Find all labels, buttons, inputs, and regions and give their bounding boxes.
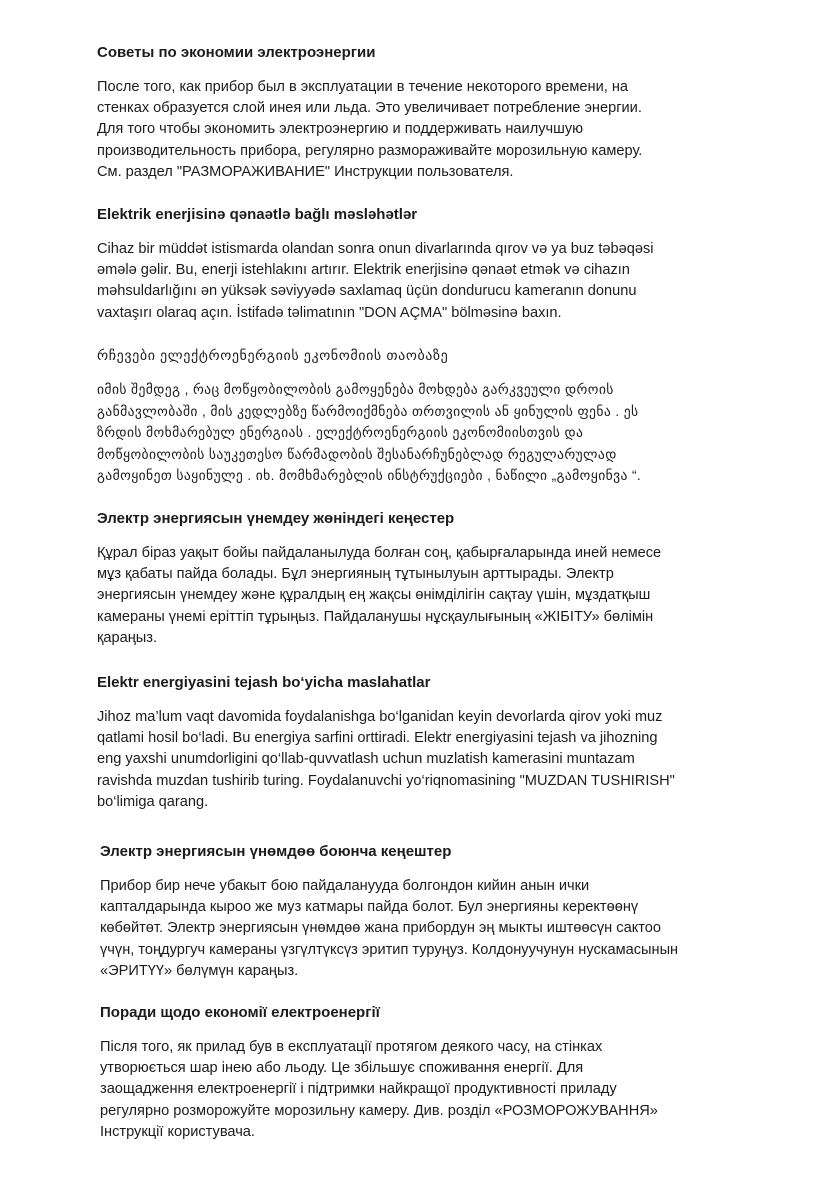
section-body [97, 543, 747, 649]
body-line: қараңыз. [97, 629, 158, 646]
body-line: Інструкції користувача. [100, 1123, 255, 1140]
body-line: утворюється шар інею або льоду. Це збільшує споживання енергії. Для [100, 1060, 584, 1077]
body-line: მოწყობილობის საუკეთესო წარმადობის შესანარჩუნებლად რეგულარულად [97, 446, 617, 462]
body-line: eng yaxshi unumdorligini qo‘llab-quvvatlash uchun muzlatish kamerasini muntazam [97, 751, 635, 768]
body-line: заощадження електроенергії і підтримки найкращої продуктивності приладу [100, 1081, 617, 1098]
section-body [100, 1037, 750, 1143]
body-line: განმავლობაში , მის კედლებზე წარმოიქმნება თრთვილის ან ყინულის ფენა . ეს [97, 403, 639, 419]
body-line: үчүн, тоңдургуч камераны үзгүлтүксүз эритип туруңуз. Колдонуучунун нускамасынын [100, 941, 679, 958]
body-line: мұз қабаты пайда болады. Бұл энергияның тұтынылуын арттырады. Электр [97, 566, 614, 583]
section-kazakh [97, 509, 747, 649]
body-line: məhsuldarlığını ən yüksək səviyyədə saxlamaq üçün dondurucu kameranın donunu [97, 283, 637, 300]
body-line: Прибор бир нече убакыт бою пайдаланууда болгондон кийин анын ички [100, 878, 590, 894]
body-line: əmələ gəlir. Bu, enerji istehlakını artırır. Elektrik enerjisinə qənaət etmək və cihazın [97, 262, 630, 279]
section-georgian [97, 345, 747, 487]
body-line: регулярно розморожуйте морозильну камеру. Див. розділ «РОЗМОРОЖУВАННЯ» [100, 1102, 658, 1119]
section-uzbek [97, 673, 747, 813]
section-kyrgyz [100, 842, 750, 982]
section-azerbaijani [97, 205, 747, 324]
body-line: камераны үнемі еріттіп тұрыңыз. Пайдаланушы нұсқаулығының «ЖІБІТУ» бөлімін [97, 608, 654, 625]
section-body [97, 707, 747, 813]
body-line: Құрал біраз уақыт бойы пайдаланылуда болған соң, қабырғаларында иней немесе [97, 545, 662, 561]
body-line: Після того, як прилад був в експлуатації протягом деякого часу, на стінках [100, 1039, 603, 1055]
body-line: После того, как прибор был в эксплуатации в течение некоторого времени, на [97, 79, 629, 95]
body-line: стенках образуется слой инея или льда. Это увеличивает потребление энергии. [97, 100, 642, 117]
section-heading: Elektrik enerjisinə qənaətlə bağlı məsləhətlər [97, 206, 418, 223]
body-line: производительность прибора, регулярно размораживайте морозильную камеру. [97, 142, 643, 159]
body-line: qatlami hosil bo‘ladi. Bu energiya sarfini orttiradi. Elektr energiyasini tejash va jihozning [97, 730, 658, 747]
body-line: Cihaz bir müddət istismarda olandan sonra onun divarlarında qırov və ya buz təbəqəsi [97, 241, 654, 257]
body-line: vaxtaşırı olaraq açın. İstifadə təlimatının "DON AÇMA" bölməsinə baxın. [97, 304, 562, 321]
section-russian [97, 43, 747, 183]
body-line: См. раздел "РАЗМОРАЖИВАНИЕ" Инструкции пользователя. [97, 163, 514, 180]
section-body [97, 379, 747, 487]
section-heading: Электр энергиясын үнемдеу жөніндегі кеңестер [97, 510, 455, 527]
body-line: Для того чтобы экономить электроэнергию и поддерживать наилучшую [97, 121, 584, 138]
section-heading: რჩევები ელექტროენერგიის ეკონომიის თაობაზე [97, 347, 449, 363]
body-line: ravishda muzdan tushirib turing. Foydalanuvchi yo‘riqnomasining "MUZDAN TUSHIRISH" [97, 772, 675, 789]
section-heading: Поради щодо економії електроенергії [100, 1004, 380, 1021]
section-ukrainian [100, 1003, 750, 1143]
section-body [97, 239, 747, 324]
body-line: «ЭРИТҮҮ» бөлүмүн караңыз. [100, 962, 299, 979]
body-line: энергиясын үнемдеу және құралдың ең жақсы өнімділігін сақтау үшін, мұздатқыш [97, 587, 651, 604]
section-heading: Электр энергиясын үнөмдөө боюнча кеңештер [100, 843, 452, 860]
body-line: bo‘limiga qarang. [97, 793, 209, 810]
body-line: көбөйтөт. Электр энергиясын үнөмдөө жана прибордун эң мыкты иштөөсүн сактоо [100, 920, 661, 937]
section-heading: Elektr energiyasini tejash bo‘yicha maslahatlar [97, 674, 431, 691]
body-line: Jihoz ma’lum vaqt davomida foydalanishga bo‘lganidan keyin devorlarda qirov yoki muz [97, 709, 663, 725]
body-line: იმის შემდეგ , რაც მოწყობილობის გამოყენება მოხდება გარკვეული დროის [97, 382, 614, 397]
section-heading: Советы по экономии электроэнергии [97, 44, 376, 61]
section-body [97, 77, 747, 183]
body-line: გამოყინეთ საყინულე . იხ. მომხმარებლის ინსტრუქციები , ნაწილი „გამოყინვა “. [97, 468, 642, 483]
body-line: ზრდის მოხმარებულ ენერგიას . ელექტროენერგიის ეკონომიისთვის და [97, 425, 584, 440]
section-body [100, 876, 750, 982]
body-line: капталдарында кыроо же муз катмары пайда болот. Бул энергияны керектөөнү [100, 899, 639, 916]
